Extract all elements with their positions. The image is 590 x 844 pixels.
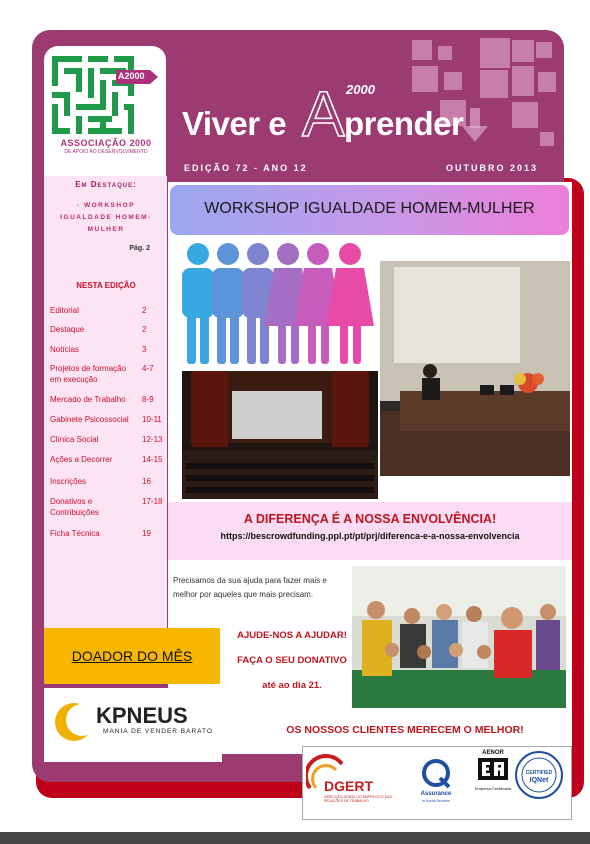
toc-label: Notícias — [50, 345, 79, 354]
sidebar-destaque-item[interactable]: - WORKSHOP IGUALDADE HOMEM-MULHER — [60, 202, 152, 233]
deco-square — [480, 38, 510, 68]
toc-page: 2 — [142, 306, 147, 315]
aenor-logo-text: AENOR — [482, 750, 504, 756]
toc-page: 16 — [142, 477, 151, 486]
toc-label: Gabinete Psicossocial — [50, 415, 129, 424]
bottom-bar — [0, 832, 590, 844]
toc-page: 2 — [142, 325, 147, 334]
deco-square — [444, 72, 462, 90]
deco-square — [512, 66, 534, 96]
sponsor-moon-logo-icon — [52, 700, 96, 744]
toc-page: 19 — [142, 529, 151, 538]
toc-label: Donativos e Contribuições — [50, 497, 99, 517]
sidebar-heading-destaque: Em Destaque: — [75, 180, 137, 189]
logo-badge-text: A2000 — [118, 71, 145, 81]
speaker-scene — [380, 261, 570, 476]
dgert-subtitle: DIRECÇÃO-GERAL DO EMPREGO E DAS RELAÇÕES DE TRABALHO — [324, 795, 392, 803]
logo-subtitle: DE APOIO AO DESENVOLVIMENTO — [64, 149, 148, 155]
assurance-q-icon — [420, 758, 452, 790]
headline: WORKSHOP IGUALDADE HOMEM-MULHER — [204, 200, 535, 217]
toc-label: Destaque — [50, 325, 85, 334]
assurance-logo-text: Assurance — [420, 791, 452, 797]
workshop-speaker-photo — [380, 261, 570, 476]
sidebar-destaque-page: Pág. 2 — [129, 245, 150, 252]
help-cta-line-3: até ao dia 21. — [262, 680, 322, 691]
toc-page: 12-13 — [142, 435, 163, 444]
help-cta-line-2: FAÇA O SEU DONATIVO — [237, 655, 347, 666]
toc-label: Ações a Decorrer — [50, 455, 113, 464]
title-mark — [300, 80, 346, 142]
help-text: Precisamos da sua ajuda para fazer mais e melhor por aqueles que mais precisam. — [173, 576, 327, 599]
sponsor-tagline: MANIA DE VENDER BARATO — [103, 728, 213, 735]
group-scene — [352, 566, 566, 708]
deco-square — [538, 72, 556, 92]
toc-label: Ficha Técnica — [50, 529, 100, 538]
assurance-subtitle: in Social Services — [422, 799, 450, 803]
toc-page: 14-15 — [142, 455, 163, 464]
deco-square — [512, 102, 538, 128]
deco-square — [480, 70, 508, 98]
sidebar-heading-toc: NESTA EDIÇÃO — [76, 281, 136, 290]
toc-page: 10-11 — [142, 415, 162, 424]
deco-square — [412, 40, 432, 60]
toc-page: 3 — [142, 345, 147, 354]
toc-label: Editorial — [50, 306, 79, 315]
logo-name: ASSOCIAÇÃO 2000 — [60, 138, 152, 148]
deco-square — [540, 132, 554, 146]
toc-label: Inscrições — [50, 477, 87, 486]
auditorium-photo — [182, 371, 378, 499]
title-left: Viver e — [182, 105, 287, 142]
toc-label: Projetos de formação em execução — [50, 364, 127, 384]
iqnet-certified-label: CERTIFIED — [525, 770, 553, 776]
toc-page: 17-18 — [142, 497, 163, 506]
aenor-subtitle: Empresa Certificada — [474, 786, 512, 791]
title-a-glyph: A — [302, 80, 345, 142]
group-photo — [352, 566, 566, 708]
issue-month: OUTUBRO 2013 — [446, 163, 539, 173]
deco-square — [412, 66, 438, 92]
crowdfunding-title: A DIFERENÇA É A NOSSA ENVOLVÊNCIA! — [243, 512, 497, 526]
association-logo-icon — [52, 56, 134, 134]
title-superscript: 2000 — [346, 82, 375, 97]
people-silhouettes-illustration — [178, 238, 378, 366]
donor-label[interactable]: DOADOR DO MÊS — [71, 648, 193, 664]
toc-page: 4-7 — [142, 364, 154, 373]
deco-arrow-down-icon — [462, 108, 488, 142]
toc-label: Clínica Social — [50, 435, 99, 444]
aenor-er-icon — [478, 758, 508, 780]
toc-page: 8-9 — [142, 395, 154, 404]
deco-square — [438, 46, 452, 60]
auditorium-scene — [182, 371, 378, 499]
crowdfunding-url[interactable]: https://bescrowdfunding.ppl.pt/pt/prj/diferenca-e-a-nossa-envolvencia — [220, 531, 520, 541]
toc-label: Mercado de Trabalho — [50, 395, 126, 404]
help-cta-line-1: AJUDE-NOS A AJUDAR! — [237, 630, 347, 641]
clients-slogan: OS NOSSOS CLIENTES MERECEM O MELHOR! — [286, 724, 524, 736]
deco-square — [512, 40, 534, 62]
edition-label: EDIÇÃO 72 - ANO 12 — [184, 163, 308, 173]
sponsor-name: KPNEUS — [96, 703, 188, 728]
deco-square — [536, 42, 552, 58]
title-right: prender — [344, 105, 464, 142]
dgert-logo-text: DGERT — [324, 778, 373, 794]
iqnet-label: IQNet — [529, 777, 549, 784]
